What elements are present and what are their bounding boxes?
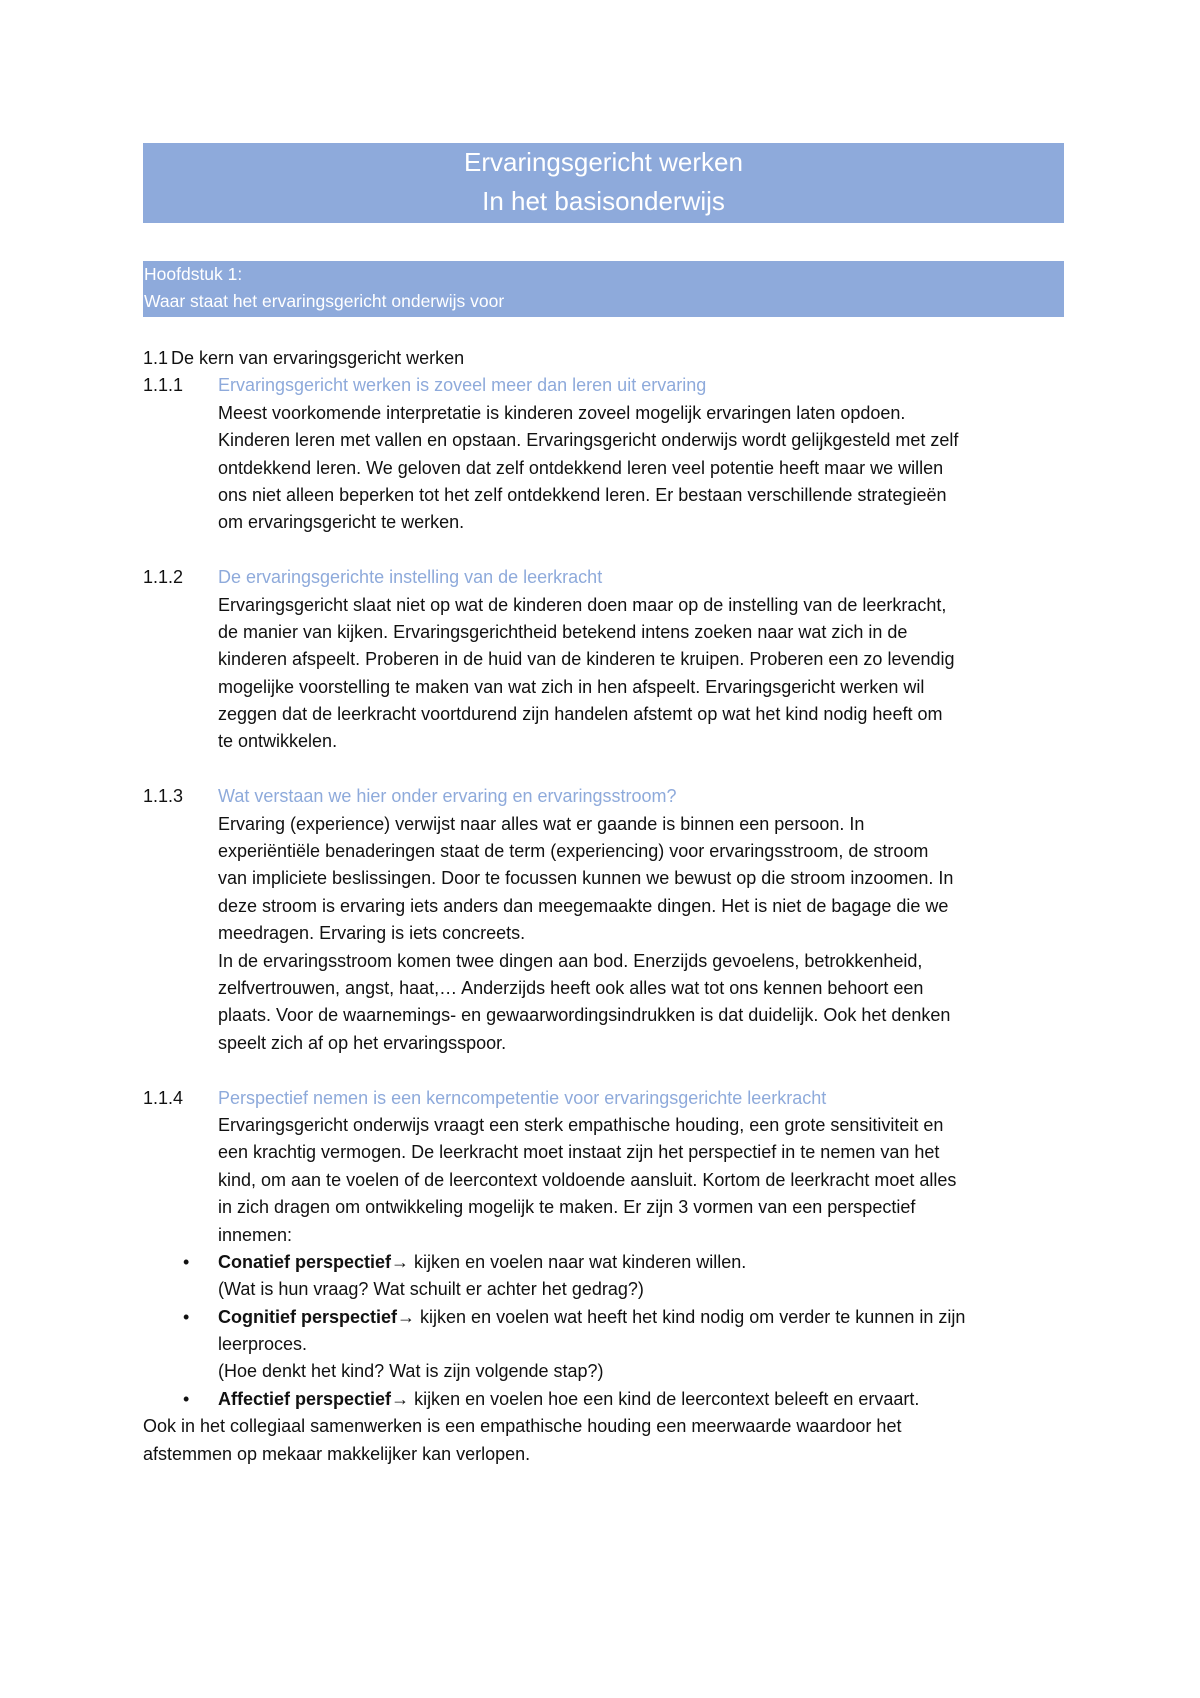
- list-item: [143, 1304, 1073, 1331]
- subsection-number: 1.1.1: [143, 375, 184, 396]
- chapter-banner: [143, 261, 1064, 317]
- subsection-number: 1.1.2: [143, 567, 184, 588]
- bullet-icon: •: [183, 1251, 190, 1272]
- paragraph-line: de manier van kijken. Ervaringsgerichtheid betekend intens zoeken naar wat zich in de: [218, 621, 908, 642]
- bullet-term: Conatief perspectief: [218, 1251, 392, 1272]
- paragraph-line: kind, om aan te voelen of de leercontext voldoende aansluit. Kortom de leerkracht moet alles: [218, 1169, 957, 1190]
- bullet-icon: •: [183, 1388, 190, 1409]
- bullet-icon: •: [183, 1306, 190, 1327]
- paragraph-line: speelt zich af op het ervaringsspoor.: [218, 1032, 507, 1053]
- bullet-continuation: leerproces.: [218, 1334, 308, 1355]
- title-line-2: In het basisonderwijs: [482, 186, 725, 216]
- subsection-heading: [143, 372, 1073, 399]
- section-heading: [143, 345, 1073, 372]
- paragraph-line: in zich dragen om ontwikkeling mogelijk te maken. Er zijn 3 vormen van een perspectief: [218, 1197, 916, 1218]
- paragraph-line: experiëntiële benaderingen staat de term (experiencing) voor ervaringsstroom, de stroom: [218, 841, 929, 862]
- paragraph-line: Ervaringsgericht onderwijs vraagt een sterk empathische houding, een grote sensitiviteit en: [218, 1114, 944, 1135]
- chapter-label: Hoofdstuk 1:: [144, 264, 243, 284]
- subsection-title: Ervaringsgericht werken is zoveel meer dan leren uit ervaring: [218, 375, 707, 396]
- paragraph-line: een krachtig vermogen. De leerkracht moet instaat zijn het perspectief in te nemen van het: [218, 1142, 940, 1163]
- paragraph-line: om ervaringsgericht te werken.: [218, 512, 465, 533]
- bullet-continuation: (Wat is hun vraag? Wat schuilt er achter het gedrag?): [218, 1279, 644, 1300]
- arrow-right-icon: →: [391, 1388, 410, 1409]
- paragraph-line: Ervaring (experience) verwijst naar alles wat er gaande is binnen een persoon. In: [218, 813, 865, 834]
- title-banner: [143, 143, 1064, 223]
- subsection-title: Perspectief nemen is een kerncompetentie voor ervaringsgerichte leerkracht: [218, 1087, 827, 1108]
- paragraph-line: plaats. Voor de waarnemings- en gewaarwordingsindrukken is dat duidelijk. Ook het denken: [218, 1005, 951, 1026]
- paragraph-line: mogelijke voorstelling te maken van wat zich in hen afspeelt. Ervaringsgericht werken wil: [218, 676, 925, 697]
- bullet-text: kijken en voelen hoe een kind de leercontext beleeft en ervaart.: [409, 1388, 920, 1409]
- subsection-number: 1.1.4: [143, 1087, 184, 1108]
- subsection-title: De ervaringsgerichte instelling van de leerkracht: [218, 567, 603, 588]
- list-item: [143, 1386, 1073, 1413]
- section-title: De kern van ervaringsgericht werken: [171, 348, 465, 368]
- paragraph-line: deze stroom is ervaring iets anders dan meegemaakte dingen. Het is niet de bagage die we: [218, 895, 949, 916]
- spacer: [143, 1057, 1073, 1084]
- paragraph-line: Ervaringsgericht slaat niet op wat de kinderen doen maar op de instelling van de leerkracht,: [218, 594, 947, 615]
- document-body: [143, 345, 1073, 1468]
- paragraph-line: innemen:: [218, 1224, 293, 1245]
- bullet-term: Affectief perspectief: [218, 1388, 392, 1409]
- paragraph-line: zeggen dat de leerkracht voortdurend zijn handelen afstemt op wat het kind nodig heeft om: [218, 704, 943, 725]
- paragraph-line: kinderen afspeelt. Proberen in de huid van de kinderen te kruipen. Proberen een zo levendig: [218, 649, 955, 670]
- bullet-text: kijken en voelen wat heeft het kind nodig om verder te kunnen in zijn: [415, 1306, 966, 1327]
- subsection-heading: [143, 783, 1073, 810]
- paragraph-line: ontdekkend leren. We geloven dat zelf ontdekkend leren veel potentie heeft maar we willen: [218, 457, 944, 478]
- spacer: [143, 756, 1073, 783]
- paragraph-line: van impliciete beslissingen. Door te focussen kunnen we bewust op die stroom inzoomen. In: [218, 868, 954, 889]
- closing-line: afstemmen op mekaar makkelijker kan verlopen.: [143, 1443, 531, 1464]
- spacer: [143, 537, 1073, 564]
- arrow-right-icon: →: [391, 1251, 410, 1272]
- bullet-text: kijken en voelen naar wat kinderen willen.: [409, 1251, 747, 1272]
- bullet-continuation: (Hoe denkt het kind? Wat is zijn volgende stap?): [218, 1361, 604, 1382]
- list-item: [143, 1249, 1073, 1276]
- subsection-heading: [143, 564, 1073, 591]
- paragraph-line: te ontwikkelen.: [218, 731, 338, 752]
- bullet-term: Cognitief perspectief: [218, 1306, 398, 1327]
- closing-line: Ook in het collegiaal samenwerken is een empathische houding een meerwaarde waardoor het: [143, 1416, 902, 1437]
- paragraph-line: meedragen. Ervaring is iets concreets.: [218, 923, 526, 944]
- arrow-right-icon: →: [397, 1306, 416, 1327]
- paragraph-line: In de ervaringsstroom komen twee dingen aan bod. Enerzijds gevoelens, betrokkenheid,: [218, 950, 923, 971]
- subsection-title: Wat verstaan we hier onder ervaring en ervaringsstroom?: [218, 786, 677, 807]
- paragraph-line: Kinderen leren met vallen en opstaan. Ervaringsgericht onderwijs wordt gelijkgesteld met zelf: [218, 430, 959, 451]
- paragraph-line: ons niet alleen beperken tot het zelf ontdekkend leren. Er bestaan verschillende strategieën: [218, 484, 947, 505]
- subsection-number: 1.1.3: [143, 786, 184, 807]
- section-number: 1.1: [143, 348, 169, 368]
- subsection-heading: [143, 1085, 1073, 1112]
- paragraph-line: zelfvertrouwen, angst, haat,… Anderzijds heeft ook alles wat tot ons kennen behoort een: [218, 977, 924, 998]
- paragraph-line: Meest voorkomende interpretatie is kinderen zoveel mogelijk ervaringen laten opdoen.: [218, 402, 906, 423]
- chapter-title: Waar staat het ervaringsgericht onderwijs voor: [144, 291, 505, 311]
- title-line-1: Ervaringsgericht werken: [464, 147, 743, 177]
